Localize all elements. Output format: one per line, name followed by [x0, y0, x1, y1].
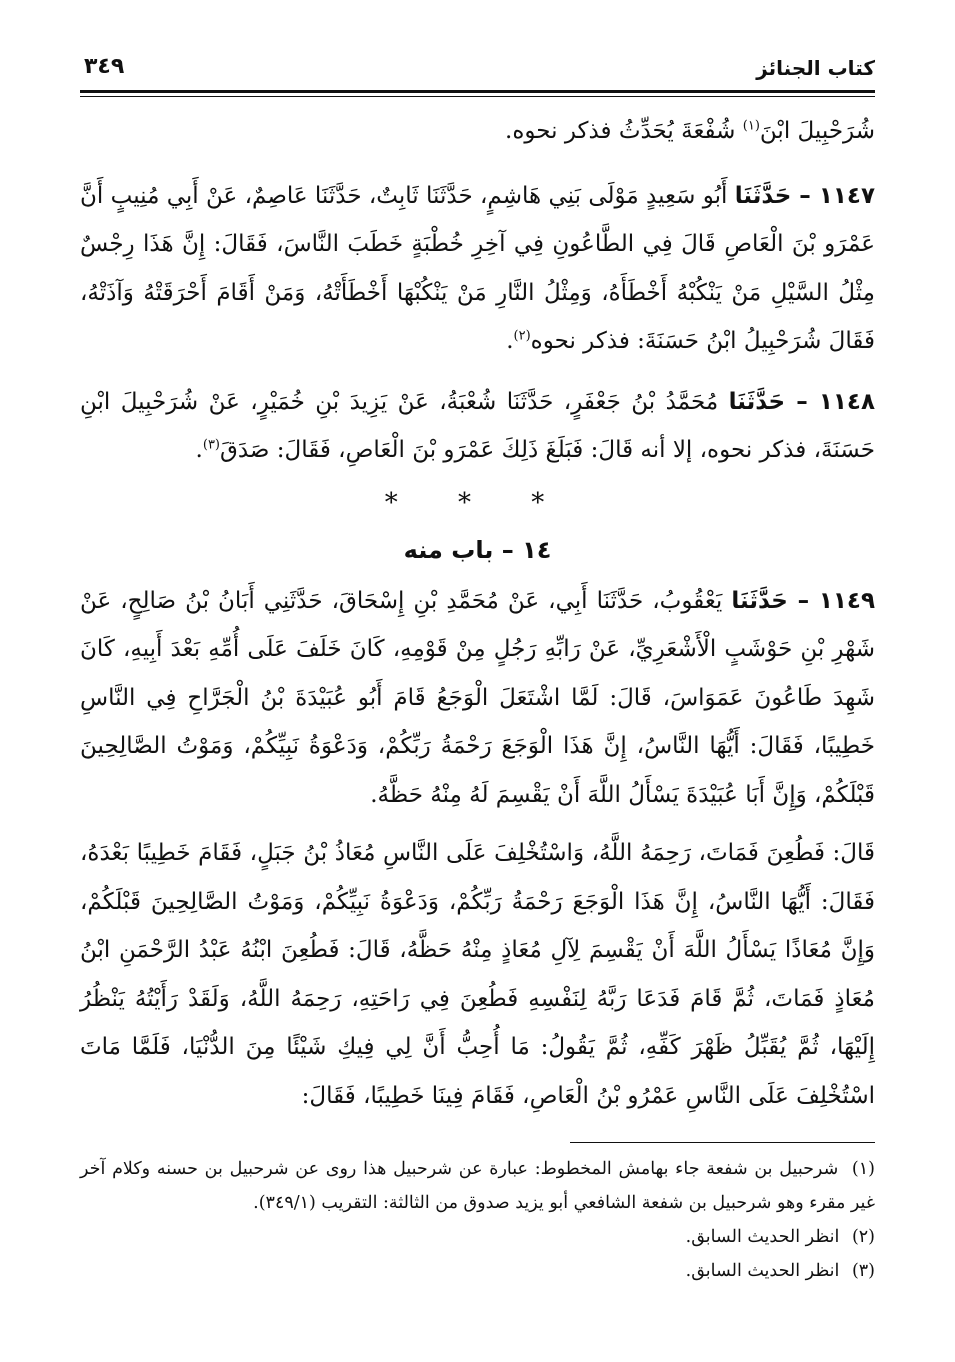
footnote-text: انظر الحديث السابق. [685, 1261, 840, 1281]
footnote-2 [80, 1220, 875, 1254]
hadith-1149 [80, 577, 875, 820]
footnote-ref-3: (٣) [202, 437, 220, 453]
footnote-number: (١) [851, 1159, 875, 1179]
footnote-text: انظر الحديث السابق. [685, 1227, 840, 1247]
footnote-divider [570, 1142, 875, 1143]
hadith-1147 [80, 172, 875, 366]
running-header [80, 52, 875, 93]
page-number: ٣٤٩ [84, 54, 125, 79]
continuation-text-b: شُفْعَةَ يُحَدِّثُ فذكر نحوه. [505, 118, 743, 144]
section-separator: * * * [384, 487, 571, 518]
hadith-1149-text: يَعْقُوبُ، حَدَّثَنَا أَبِي، عَنْ مُحَمَّدِ بْنِ إِسْحَاقَ، حَدَّثَنِي أَبَانُ بْنُ صَالِحٍ، عَنْ شَهْرِ بْنِ حَوْشَبٍ الْأَشْعَرِيِّ، عَنْ رَابِّهِ رَجُلٍ مِنْ قَوْمِهِ، كَانَ خَلَفَ عَلَى أُمِّهِ بَعْدَ أَبِيهِ، كَانَ شَهِدَ طَاعُونَ عَمَوَاسَ، قَالَ: لَمَّا اشْتَعَلَ الْوَجَعُ قَامَ أَبُو عُبَيْدَةَ بْنُ الْجَرَّاحِ فِي النَّاسِ خَطِيبًا، فَقَالَ: أَيُّهَا النَّاسُ، إِنَّ هَذَا الْوَجَعَ رَحْمَةُ رَبِّكُمْ، وَدَعْوَةُ نَبِيِّكُمْ، وَمَوْتُ الصَّالِحِينَ قَبْلَكُمْ، وَإِنَّ أَبَا عُبَيْدَةَ يَسْأَلُ اللَّهَ أَنْ يَقْسِمَ لَهُ مِنْهُ حَظَّهُ. [80, 587, 875, 808]
footnote-3 [80, 1254, 875, 1288]
paragraph-qala: قَالَ: فَطُعِنَ فَمَاتَ، رَحِمَهُ اللَّهُ، وَاسْتُخْلِفَ عَلَى النَّاسِ مُعَاذُ بْنُ جَبَلٍ، فَقَامَ خَطِيبًا بَعْدَهُ، فَقَالَ: أَيُّهَا النَّاسُ، إِنَّ هَذَا الْوَجَعَ رَحْمَةُ رَبِّكُمْ، وَدَعْوَةُ نَبِيِّكُمْ، وَمَوْتُ الصَّالِحِينَ قَبْلَكُمْ، وَإِنَّ مُعَاذًا يَسْأَلُ اللَّهَ أَنْ يَقْسِمَ لِآلِ مُعَاذٍ مِنْهُ حَظَّهُ، قَالَ: فَطُعِنَ ابْنُهُ عَبْدُ الرَّحْمَنِ ابْنُ مُعَاذٍ فَمَاتَ، ثُمَّ قَامَ فَدَعَا رَبَّهُ لِنَفْسِهِ فَطُعِنَ فِي رَاحَتِهِ، رَحِمَهُ اللَّهُ، وَلَقَدْ رَأَيْتُهُ يَنْظُرُ إِلَيْهَا، ثُمَّ يُقَبِّلُ ظَهْرَ كَفِّهِ، ثُمَّ يَقُولُ: مَا أُحِبُّ أَنَّ لِي فِيكِ شَيْئًا مِنَ الدُّنْيَا، فَلَمَّا مَاتَ اسْتُخْلِفَ عَلَى النَّاسِ عَمْرُو بْنُ الْعَاصِ، فَقَامَ فِينَا خَطِيبًا، فَقَالَ: [80, 840, 875, 1109]
hadith-number-1149: ١١٤٩ – حَدَّثَنَا [731, 587, 875, 614]
footnote-ref-2: (٢) [513, 328, 531, 344]
header-title: كتاب الجنائز [756, 56, 875, 80]
hadith-1147-text: أَبُو سَعِيدٍ مَوْلَى بَنِي هَاشِمٍ، حَدَّثَنَا ثَابِتٌ، حَدَّثَنَا عَاصِمٌ، عَنْ أَبِي مُنِيبٍ أَنَّ عَمْرَو بْنَ الْعَاصِ قَالَ فِي الطَّاعُونِ فِي آخِرِ خُطْبَةٍ خَطَبَ النَّاسَ، فَقَالَ: إِنَّ هَذَا رِجْسٌ مِثْلُ السَّيْلِ مَنْ يَنْكُبْهُ أَخْطَأَهُ، وَمِثْلُ النَّارِ مَنْ يَنْكُبْهَا أَخْطَأَتْهُ، وَمَنْ أَقَامَ أَحْرَقَتْهُ وَآذَتْهُ، فَقَالَ شُرَحْبِيلُ ابْنُ حَسَنَةَ: فذكر نحوه [80, 182, 875, 354]
hadith-number-1147: ١١٤٧ – حَدَّثَنَا [734, 182, 875, 209]
hadith-1147-end: . [506, 328, 514, 354]
hadith-number-1148: ١١٤٨ – حَدَّثَنَا [728, 388, 875, 415]
footnote-ref-1: (١) [742, 118, 760, 134]
footnote-number: (٢) [851, 1227, 875, 1247]
hadith-1148-end: . [195, 437, 203, 463]
footnote-1 [80, 1152, 875, 1220]
continuation-paragraph [80, 107, 875, 156]
continuation-text-a: شُرَحْبِيلَ ابْنَ [759, 118, 875, 144]
book-page [80, 52, 875, 1342]
footnotes [80, 1152, 875, 1288]
footnote-number: (٣) [851, 1261, 875, 1281]
hadith-1148 [80, 378, 875, 475]
hadith-1148-text: مُحَمَّدُ بْنُ جَعْفَرٍ، حَدَّثَنَا شُعْبَةُ، عَنْ يَزِيدَ بْنِ خُمَيْرٍ، عَنْ شُرَحْبِيلَ ابْنِ حَسَنَةَ، فذكر نحوه، إلا أنه قَالَ: فَبَلَغَ ذَلِكَ عَمْرَو بْنَ الْعَاصِ، فَقَالَ: صَدَقَ [80, 388, 875, 463]
chapter-heading: ١٤ – باب منه [403, 535, 552, 564]
footnote-text: شرحبيل بن شفعة جاء بهامش المخطوط: عبارة عن شرحبيل هذا روى عن شرحبيل بن حسنه وكلام آخر غير مقرء وهو شرحبيل بن شفعة الشافعي أبو يزيد صدوق من الثالثة: التقريب (٣٤٩/١). [80, 1159, 875, 1213]
